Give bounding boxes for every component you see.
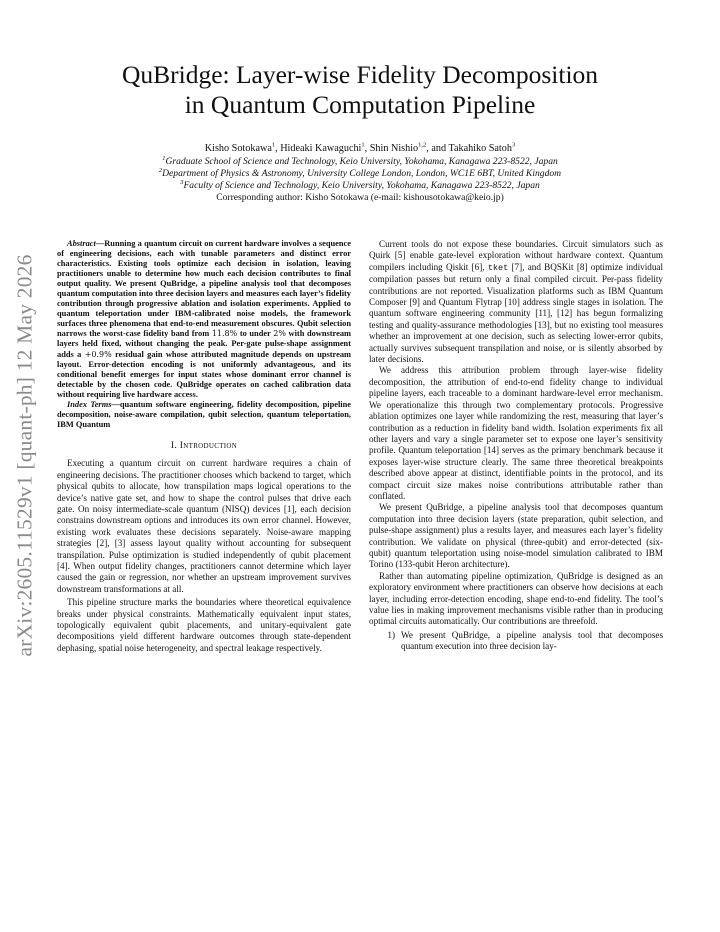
corresponding-author: Corresponding author: Kisho Sotokawa (e-mail: kishousotokawa@keio.jp) (216, 192, 504, 204)
author-separator: , (364, 143, 370, 154)
title-line-1: QuBridge: Layer-wise Fidelity Decomposition (121, 60, 599, 89)
author-affiliation-mark: 3 (511, 141, 516, 149)
list-item (369, 630, 663, 653)
author-affiliation-mark: 1 (271, 141, 276, 149)
affiliation-mark: 1 (162, 154, 166, 162)
list-text: We present QuBridge, a pipeline analysis tool that decomposes quantum execution into three decision lay- (401, 629, 663, 652)
author-name: Kisho Sotokawa (204, 143, 272, 154)
affiliation (60, 156, 660, 168)
author-affiliation-mark: 1,2 (418, 141, 427, 149)
author-affiliation-mark: 1 (361, 141, 365, 149)
affiliation-mark: 2 (158, 166, 163, 174)
body-paragraph: We present QuBridge, a pipeline analysis tool that decomposes quantum computation into three decision layers (state preparation, qubit selection, and pulse-shape assignment) plus a results layer, and measures each layer’s fidelity contribution. We validate on physical (three-qubit) and error-detected (six-qubit) quantum teleportation using noise-model simulation calibrated to IBM Torino (133-qubit Heron architecture). (369, 502, 663, 570)
author-block (60, 142, 660, 204)
body-paragraph (369, 239, 663, 365)
affiliation-text: Department of Physics & Astronomy, University College London, London, WC1E 6BT, United Kingdom (162, 168, 562, 180)
author-name: Hideaki Kawaguchi (280, 143, 362, 154)
right-column (369, 239, 663, 653)
abstract-fragment: —Running a quantum circuit on current hardware involves a sequence of engineering decisions, each with tunable parameters and distinct error characteristics. Existing tools optimize each decision in isolation, leaving practitioners unable to determine how much each decision contributes to final output quality. We present QuBridge, a pipeline analysis tool that decomposes quantum computation into three decision layers and measures each layer’s fidelity contribution through progressive ablation and isolation experiments. Applied to quantum teleportation under IBM-calibrated noise models, the framework surfaces three phenomena that end-to-end measurement obscures. Qubit selection narrows the worst-case fidelity band from (57, 239, 351, 339)
index-terms-lead: Index Terms (67, 399, 112, 409)
author-name: Takahiko Satoh (448, 143, 512, 154)
affiliation (60, 180, 660, 192)
abstract-fragment: with downstream layers held fixed, without changing the peak. Per-gate pulse-shape assignment adds a (57, 329, 352, 359)
affiliation-text: Faculty of Science and Technology, Keio University, Yokohama, Kanagawa 223-8522, Japan (183, 180, 540, 192)
affiliation (60, 168, 660, 180)
abstract-text (57, 239, 351, 400)
body-paragraph: Rather than automating pipeline optimization, QuBridge is designed as an exploratory environment where practitioners can observe how decisions at each layer, including error-detection encoding, shape end-to-end fidelity. The tool’s value lies in making improvement mechanisms visible rather than in producing optimal circuits automatically. Our contributions are threefold. (369, 570, 663, 627)
author-name: Shin Nishio (369, 143, 419, 154)
body-paragraph: We address this attribution problem through layer-wise fidelity decomposition, the attribution of end-to-end fidelity change to individual pipeline layers, each traceable to a dominant hardware-level error mechanism. We operationalize this through two complementary protocols. Progressive ablation optimizes one layer while randomizing the rest, measuring that layer’s contribution as a reduction in fidelity band width. Isolation experiments fix all other layers and vary a single parameter set to expose one layer’s sensitivity profile. Quantum teleportation [14] serves as the primary benchmark because it exposes layer-wise structure clearly. The same three theoretical breakpoints described above appear at distinct, identifiable points in the protocol, and its compact circuit size makes noise contributions attributable rather than conflated. (369, 365, 663, 501)
inline-code: tket (487, 262, 509, 273)
author-list (60, 142, 660, 155)
body-paragraph: Executing a quantum circuit on current hardware requires a chain of engineering decisions. The practitioner chooses which backend to target, which physical qubits to allocate, how transpilation maps logical operations to the device’s native gate set, and how to shape the control pulses that drive each gate. On noisy intermediate-scale quantum (NISQ) devices [1], each decision constrains downstream options and introduces its own error channel. However, existing work evaluates these decisions separately. Noise-aware mapping strategies [2], [3] assess layout quality without accounting for subsequent transpilation. Pulse optimization is studied independently of qubit placement [4]. When output fidelity changes, practitioners cannot determine which layer caused the gain or regression, nor whether an upstream improvement survives downstream transformations at all. (57, 458, 351, 594)
index-terms (57, 400, 351, 430)
section-heading: I. Introduction (170, 439, 238, 451)
paragraph-fragment: [7], and BQSKit [8] optimize individual compilation passes but return only a final compiled circuit. Per-pass fidelity contributions are not reported. Visualization platforms such as IBM Quantum Composer [9] and Quantum Flytrap [10] address single stages in isolation. The quantum software engineering community [11], [12] has begun formalizing testing and quality-assurance methodologies [13], but no existing tool measures whether an improvement at one decision, such as selecting lower-error qubits, actually survives subsequent transpilation and noise, or is silently absorbed by later decisions. (369, 261, 663, 365)
abstract-math: 2% (273, 329, 286, 339)
author-separator: , and (426, 143, 449, 154)
abstract (57, 239, 351, 430)
index-terms-text: —quantum software engineering, fidelity decomposition, pipeline decomposition, noise-aware compilation, qubit selection, quantum teleportation, IBM Quantum (57, 399, 351, 429)
author-separator: , (275, 143, 281, 154)
abstract-fragment: residual gain whose attributed magnitude depends on upstream layout. Error-detection encoding is not uniformly advantageous, and its conditional benefit emerges for input states whose dominant error channel is detectable by the chosen code. QuBridge operates on cached calibration data without requiring live hardware access. (57, 349, 351, 399)
affiliation-mark: 3 (180, 179, 184, 186)
abstract-fragment: to under (237, 329, 274, 339)
title-line-2: in Quantum Computation Pipeline (184, 90, 536, 119)
affiliation-text: Graduate School of Science and Technology, Keio University, Yokohama, Kanagawa 223-8522, Japan (165, 156, 558, 167)
list-number: 1) (387, 629, 395, 640)
arxiv-identifier-stamp (2, 245, 48, 665)
abstract-math: 11.8% (211, 329, 238, 339)
arxiv-id-text: arXiv:2605.11529v1 [quant-ph] 12 May 2026 (12, 253, 37, 657)
paper-title (60, 60, 660, 120)
abstract-math: +0.9% (84, 349, 112, 359)
left-column (57, 239, 351, 654)
abstract-lead: Abstract (67, 239, 96, 248)
body-paragraph: This pipeline structure marks the boundaries where theoretical equivalence breaks under physical constraints. Mathematically equivalent input states, topologically equivalent qubit placements, and unitary-equivalent gate decompositions yield different hardware outcomes through state-dependent dephasing, spatial noise heterogeneity, and spectral leakage respectively. (57, 597, 351, 653)
paragraph-fragment: Current tools do not expose these boundaries. Circuit simulators such as Quirk [5] enable gate-level exploration without hardware context. Quantum compilers including Qiskit [6], (369, 239, 663, 272)
